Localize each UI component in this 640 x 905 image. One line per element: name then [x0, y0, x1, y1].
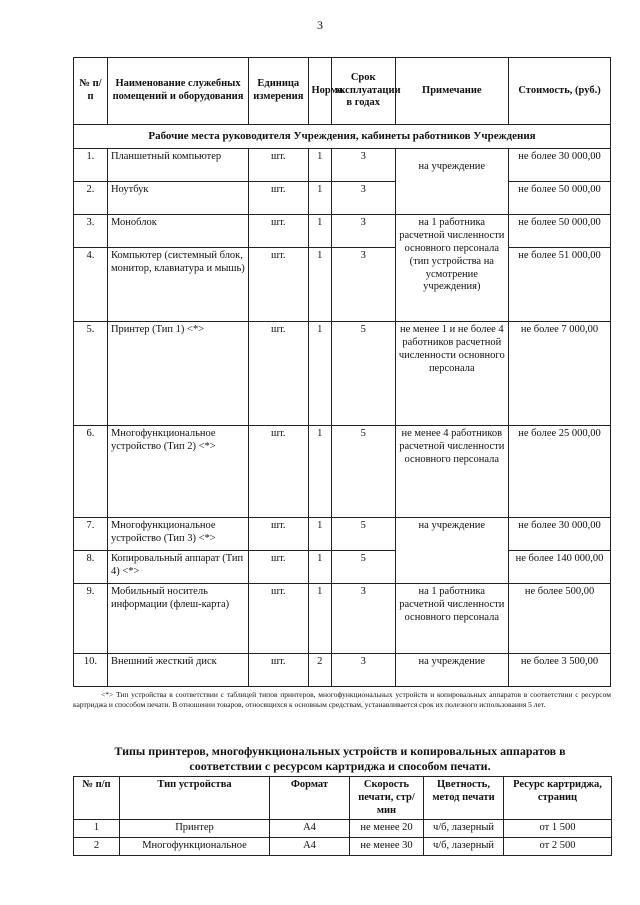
section-row: [74, 125, 611, 149]
row-note: на учреждение: [395, 518, 509, 584]
row-unit: шт.: [249, 149, 308, 182]
row-cost: не более 7 000,00: [509, 322, 611, 426]
row-unit: шт.: [249, 654, 308, 687]
row-unit: шт.: [249, 215, 308, 248]
row-unit: шт.: [249, 584, 308, 654]
row-term: 3: [331, 654, 395, 687]
row-term: 3: [331, 248, 395, 322]
header-term: Срок эксплуатации в годах: [331, 58, 395, 125]
row-num: 3.: [74, 215, 108, 248]
row-note: на учреждение: [395, 149, 509, 215]
row-resource: от 1 500: [504, 820, 612, 838]
row-norm: 1: [308, 551, 331, 584]
row-note: на учреждение: [395, 654, 509, 687]
row-num: 10.: [74, 654, 108, 687]
row-term: 5: [331, 322, 395, 426]
equipment-norms-table: [73, 57, 611, 687]
row-color: ч/б, лазерный: [424, 820, 504, 838]
device-types-title: Типы принтеров, многофункциональных устройств и копировальных аппаратов в соответствии с ресурсом картриджа и способом печати.: [114, 744, 566, 773]
row-speed: не менее 20: [350, 820, 424, 838]
row-color: ч/б, лазерный: [424, 838, 504, 856]
device-types-table: [73, 776, 612, 856]
row-name: Мобильный носитель информации (флеш-карта): [107, 584, 248, 654]
footnote: <*> Тип устройства в соответствии с таблицей типов принтеров, многофункциональных устройств и копировальных аппаратов в соответствии с ресурсом картриджа и способом печати. В отношении товаров, относящихся к основным средствам, устанавливается срок их полезного использования 5 лет.: [73, 690, 611, 709]
row-cost: не более 3 500,00: [509, 654, 611, 687]
header-device-type: Тип устройства: [120, 777, 270, 820]
row-name: Ноутбук: [107, 182, 248, 215]
row-cost: не более 500,00: [509, 584, 611, 654]
header-color: Цветность, метод печати: [424, 777, 504, 820]
table-header-row: [74, 58, 611, 125]
row-name: Копировальный аппарат (Тип 4) <*>: [107, 551, 248, 584]
row-num: 5.: [74, 322, 108, 426]
header-num: № п/п: [74, 58, 108, 125]
header-resource: Ресурс картриджа, страниц: [504, 777, 612, 820]
header-format: Формат: [270, 777, 350, 820]
row-name: Внешний жесткий диск: [107, 654, 248, 687]
row-term: 5: [331, 426, 395, 518]
row-cost: не более 140 000,00: [509, 551, 611, 584]
table-row: [74, 518, 611, 551]
row-norm: 1: [308, 426, 331, 518]
row-num: 1.: [74, 149, 108, 182]
row-cost: не более 30 000,00: [509, 149, 611, 182]
row-note: не менее 4 работников расчетной численности основного персонала: [395, 426, 509, 518]
row-name: Компьютер (системный блок, монитор, клавиатура и мышь): [107, 248, 248, 322]
header-cost: Стоимость, (руб.): [509, 58, 611, 125]
row-term: 5: [331, 551, 395, 584]
row-norm: 1: [308, 518, 331, 551]
table-row: [74, 426, 611, 518]
row-note: на 1 работника расчетной численности основного персонала (тип устройства на усмотрение учреждения): [395, 215, 509, 322]
row-norm: 1: [308, 248, 331, 322]
row-num: 9.: [74, 584, 108, 654]
row-unit: шт.: [249, 426, 308, 518]
row-type: Принтер: [120, 820, 270, 838]
table-row: [74, 322, 611, 426]
row-num: 2.: [74, 182, 108, 215]
row-num: 7.: [74, 518, 108, 551]
row-norm: 1: [308, 182, 331, 215]
row-norm: 1: [308, 584, 331, 654]
row-cost: не более 30 000,00: [509, 518, 611, 551]
row-name: Принтер (Тип 1) <*>: [107, 322, 248, 426]
row-norm: 2: [308, 654, 331, 687]
row-term: 3: [331, 215, 395, 248]
row-cost: не более 51 000,00: [509, 248, 611, 322]
table-row: [74, 248, 611, 322]
header-num: № п/п: [74, 777, 120, 820]
row-name: Многофункциональное устройство (Тип 3) <*>: [107, 518, 248, 551]
row-unit: шт.: [249, 551, 308, 584]
row-num: 6.: [74, 426, 108, 518]
row-name: Планшетный компьютер: [107, 149, 248, 182]
row-cost: не более 50 000,00: [509, 182, 611, 215]
table-row: [74, 551, 611, 584]
row-norm: 1: [308, 215, 331, 248]
row-term: 3: [331, 149, 395, 182]
row-norm: 1: [308, 322, 331, 426]
header-speed: Скорость печати, стр/мин: [350, 777, 424, 820]
table-row: [74, 654, 611, 687]
row-num: 8.: [74, 551, 108, 584]
row-speed: не менее 30: [350, 838, 424, 856]
header-note: Примечание: [395, 58, 509, 125]
row-cost: не более 25 000,00: [509, 426, 611, 518]
table-row: [74, 182, 611, 215]
row-unit: шт.: [249, 248, 308, 322]
table-row: [74, 820, 612, 838]
row-unit: шт.: [249, 322, 308, 426]
row-term: 3: [331, 584, 395, 654]
row-type: Многофункциональное: [120, 838, 270, 856]
page-number: 3: [317, 18, 323, 32]
row-term: 3: [331, 182, 395, 215]
row-note: на 1 работника расчетной численности основного персонала: [395, 584, 509, 654]
header-unit: Единица измерения: [249, 58, 308, 125]
header-name: Наименование служебных помещений и оборудования: [107, 58, 248, 125]
section-title: Рабочие места руководителя Учреждения, кабинеты работников Учреждения: [74, 125, 611, 149]
table-row: [74, 215, 611, 248]
row-name: Моноблок: [107, 215, 248, 248]
row-unit: шт.: [249, 518, 308, 551]
row-term: 5: [331, 518, 395, 551]
row-format: А4: [270, 838, 350, 856]
row-unit: шт.: [249, 182, 308, 215]
row-num: 2: [74, 838, 120, 856]
table-row: [74, 149, 611, 182]
table-row: [74, 584, 611, 654]
table-row: [74, 838, 612, 856]
row-resource: от 2 500: [504, 838, 612, 856]
row-norm: 1: [308, 149, 331, 182]
row-note: не менее 1 и не более 4 работников расчетной численности основного персонала: [395, 322, 509, 426]
row-name: Многофункциональное устройство (Тип 2) <*>: [107, 426, 248, 518]
header-norm: Норма: [308, 58, 331, 125]
row-num: 4.: [74, 248, 108, 322]
table-header-row: [74, 777, 612, 820]
row-format: А4: [270, 820, 350, 838]
row-cost: не более 50 000,00: [509, 215, 611, 248]
row-num: 1: [74, 820, 120, 838]
